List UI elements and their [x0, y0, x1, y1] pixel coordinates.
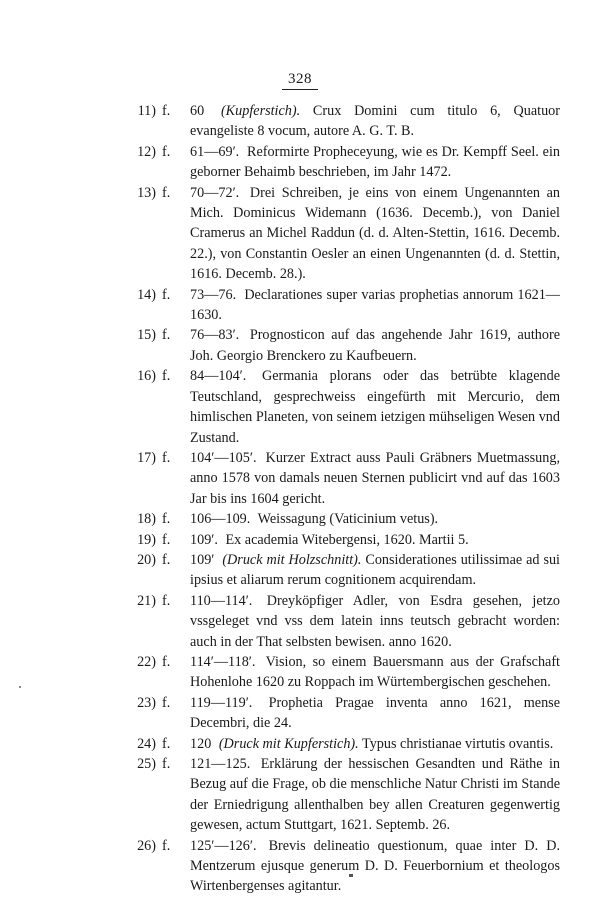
entry-folio-prefix: f.: [162, 735, 171, 752]
entry-folio-prefix: f.: [162, 184, 171, 201]
entry-number: 16): [137, 368, 156, 385]
entry-number: 13): [137, 184, 156, 201]
entry-text: Reformirte Propheceyung, wie es Dr. Kempff Seel. ein geborner Behaimb beschrieben, im Jahr 1472.: [190, 143, 560, 181]
entry-text: Typus christianae virtutis ovantis.: [362, 735, 554, 752]
catalogue-entry: [132, 836, 560, 897]
entry-folio: 76—83′.: [190, 327, 240, 344]
page-number: [0, 71, 600, 90]
entry-folio-prefix: f.: [162, 511, 171, 528]
entry-folio: 104′—105′.: [190, 449, 257, 466]
catalogue-entry: [132, 591, 560, 652]
entry-folio: 61—69′.: [190, 143, 240, 160]
entry-folio-prefix: f.: [162, 368, 171, 385]
entry-number: 19): [137, 531, 156, 548]
catalogue-entry: [132, 693, 560, 734]
entry-text: Weissagung (Vaticinium vetus).: [257, 511, 439, 528]
entry-folio-prefix: f.: [162, 653, 171, 670]
entry-number: 23): [137, 694, 156, 711]
entry-folio: 70—72′.: [190, 184, 240, 201]
entry-folio: 110—114′.: [190, 592, 253, 609]
entry-folio: 84—104′.: [190, 368, 247, 385]
entry-folio: 121—125.: [190, 756, 251, 772]
entry-folio-prefix: f.: [162, 756, 171, 772]
entry-text: Brevis delineatio questionum, quae inter D. D. Mentzerum ejusque generum D. D. Feuerbornium et theologos Wirtenbergenses agitantur.: [190, 837, 560, 895]
catalogue-entry: [132, 734, 560, 754]
entry-text: Kurzer Extract auss Pauli Gräbners Muetmassung, anno 1578 von damals neuen Sternen publicirt vnd auf das 1603 Jar bis ins 1604 gericht.: [190, 449, 561, 507]
catalogue-entry: [132, 101, 560, 142]
catalogue-entry: [132, 183, 560, 285]
entry-number: 24): [137, 735, 156, 752]
catalogue-entry: [132, 142, 560, 183]
entry-text: Germania plorans oder das betrübte klagende Teutschland, gesprechweiss eingefürth mit Mercurio, dem himlischen Planeten, von seinem ietzigen mühseligen Wesen vnd Zustand.: [190, 368, 561, 446]
entry-folio: 109′.: [190, 531, 218, 548]
entry-folio: 60: [190, 103, 205, 119]
catalogue-entry: [132, 550, 560, 591]
catalogue-entry: [132, 285, 560, 326]
catalogue-entry: [132, 530, 560, 550]
entry-folio-prefix: f.: [162, 143, 171, 160]
entry-folio: 114′—118′.: [190, 653, 256, 670]
entry-number: 26): [137, 837, 156, 854]
catalogue-entry: [132, 448, 560, 509]
entry-folio-prefix: f.: [162, 103, 171, 119]
catalogue-entry: [132, 325, 560, 366]
margin-speck: [19, 686, 21, 688]
entry-number: 17): [137, 449, 156, 466]
entry-number: 22): [137, 653, 156, 670]
entry-text: Dreyköpfiger Adler, von Esdra gesehen, jetzo vssgeleget vnd vss dem latein inns teutsch gebracht worden: auch in der That selbsten bewisen. anno 1620.: [190, 592, 560, 650]
catalogue-entry: [132, 754, 560, 836]
entry-folio: 119—119′.: [190, 694, 253, 711]
catalogue-entry: [132, 366, 560, 448]
entry-note: (Kupferstich).: [220, 103, 301, 119]
entry-text: Prophetia Pragae inventa anno 1621, mense Decembri, die 24.: [190, 694, 561, 732]
catalogue-entry: [132, 509, 560, 529]
entry-folio: 109′: [190, 551, 215, 568]
entry-text: Erklärung der hessischen Gesandten und Räthe in Bezug auf die Frage, ob die menschliche Natur Christi im Stande der Erniedrigung allenthalben bey allen Creaturen gegenwertig gewesen, actum Stuttgart, 1621. Septemb. 26.: [190, 756, 560, 834]
entry-text: Crux Domini cum titulo 6, Quatuor evangeliste 8 vocum, autore A. G. T. B.: [190, 103, 560, 140]
entry-number: 11): [137, 103, 156, 119]
catalogue-entries: [132, 101, 560, 897]
entry-folio-prefix: f.: [162, 531, 171, 548]
entry-text: Vision, so einem Bauersmann aus der Grafschaft Hohenlohe 1620 zu Roppach im Würtembergischen geschehen.: [190, 653, 560, 691]
entry-text: Ex academia Witebergensi, 1620. Martii 5.: [225, 531, 469, 548]
entry-text: Declarationes super varias prophetias annorum 1621—1630.: [190, 286, 560, 324]
entry-folio: 106—109.: [190, 511, 251, 528]
entry-folio: 120: [190, 735, 212, 752]
catalogue-entry: [132, 652, 560, 693]
entry-folio-prefix: f.: [162, 286, 171, 303]
entry-note: (Druck mit Kupferstich).: [218, 735, 359, 752]
entry-folio-prefix: f.: [162, 837, 171, 854]
entry-folio: 125′—126′.: [190, 837, 257, 854]
entry-number: 20): [137, 551, 156, 568]
entry-text: Drei Schreiben, je eins von einem Ungenannten an Mich. Dominicus Widemann (1636. Decemb.), von Daniel Cramerus an Michel Raddun (d. d. Alten-Stettin, 1616. Decemb. 22.), von Constantin Oesler an einen Ungenannten (d. d. Stettin, 1616. Decemb. 28.).: [190, 184, 560, 283]
entry-number: 18): [137, 511, 156, 528]
entry-text: Considerationes utilissimae ad sui ipsius et aliarum rerum cognitionem acquirendam.: [190, 551, 561, 589]
entry-text: Prognosticon auf das angehende Jahr 1619, authore Joh. Georgio Brenckero zu Kaufbeuern.: [190, 327, 560, 364]
entry-number: 14): [137, 286, 156, 303]
bottom-speck: [349, 874, 353, 877]
entry-folio-prefix: f.: [162, 694, 171, 711]
page-number-text: 328: [282, 71, 318, 90]
entry-number: 25): [137, 756, 156, 772]
entry-folio-prefix: f.: [162, 592, 171, 609]
entry-folio-prefix: f.: [162, 551, 171, 568]
entry-number: 12): [137, 143, 156, 160]
entry-number: 21): [137, 592, 156, 609]
entry-folio-prefix: f.: [162, 449, 171, 466]
entry-folio-prefix: f.: [162, 327, 171, 344]
entry-folio: 73—76.: [190, 286, 237, 303]
entry-note: (Druck mit Holzschnitt).: [222, 551, 362, 568]
entry-number: 15): [137, 327, 156, 344]
